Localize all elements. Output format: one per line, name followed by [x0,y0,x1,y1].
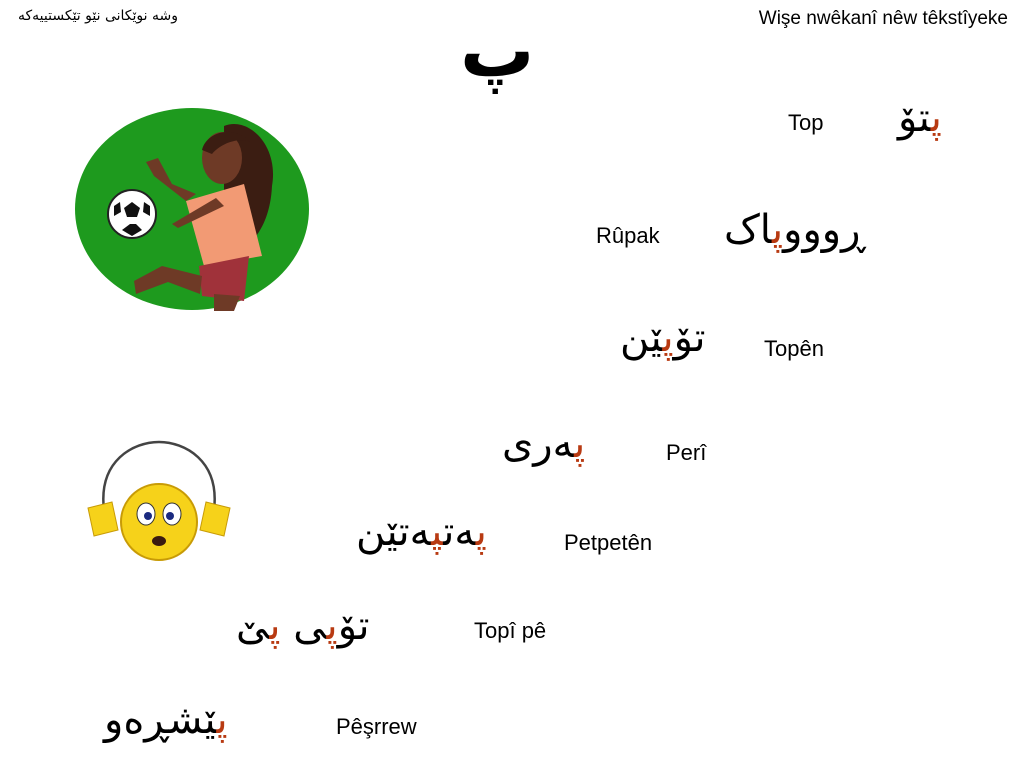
title-kurdish: وشه نوێکانی نێو تێکستییەکه [18,8,178,24]
word-latin-2: Rûpak [596,223,660,248]
word-latin-4: Perî [666,440,707,465]
word-kurdish-4: پەری [502,421,586,467]
title-latin: Wişe nwêkanî nêw têkstîyeke [758,8,1008,29]
word-kurdish-2: ڕوووپاک [724,207,866,253]
word-latin-1: Top [788,110,824,135]
smiley-headphones-image [84,440,234,570]
word-latin-5: Petpetên [564,530,653,555]
word-kurdish-6: تۆپی پێ [236,603,370,649]
word-latin-7: Pêşrrew [336,714,417,739]
word-latin-3: Topên [764,336,824,361]
word-kurdish-5: پەتپەتێن [356,509,487,555]
featured-letter: پ [460,8,535,94]
word-kurdish-3: تۆپێن [620,315,706,361]
girl-kicking-ball-image [74,106,314,316]
word-kurdish-7: پێشڕەو [104,697,228,743]
word-latin-6: Topî pê [474,618,547,643]
word-kurdish-1: پتۆ [898,95,942,141]
